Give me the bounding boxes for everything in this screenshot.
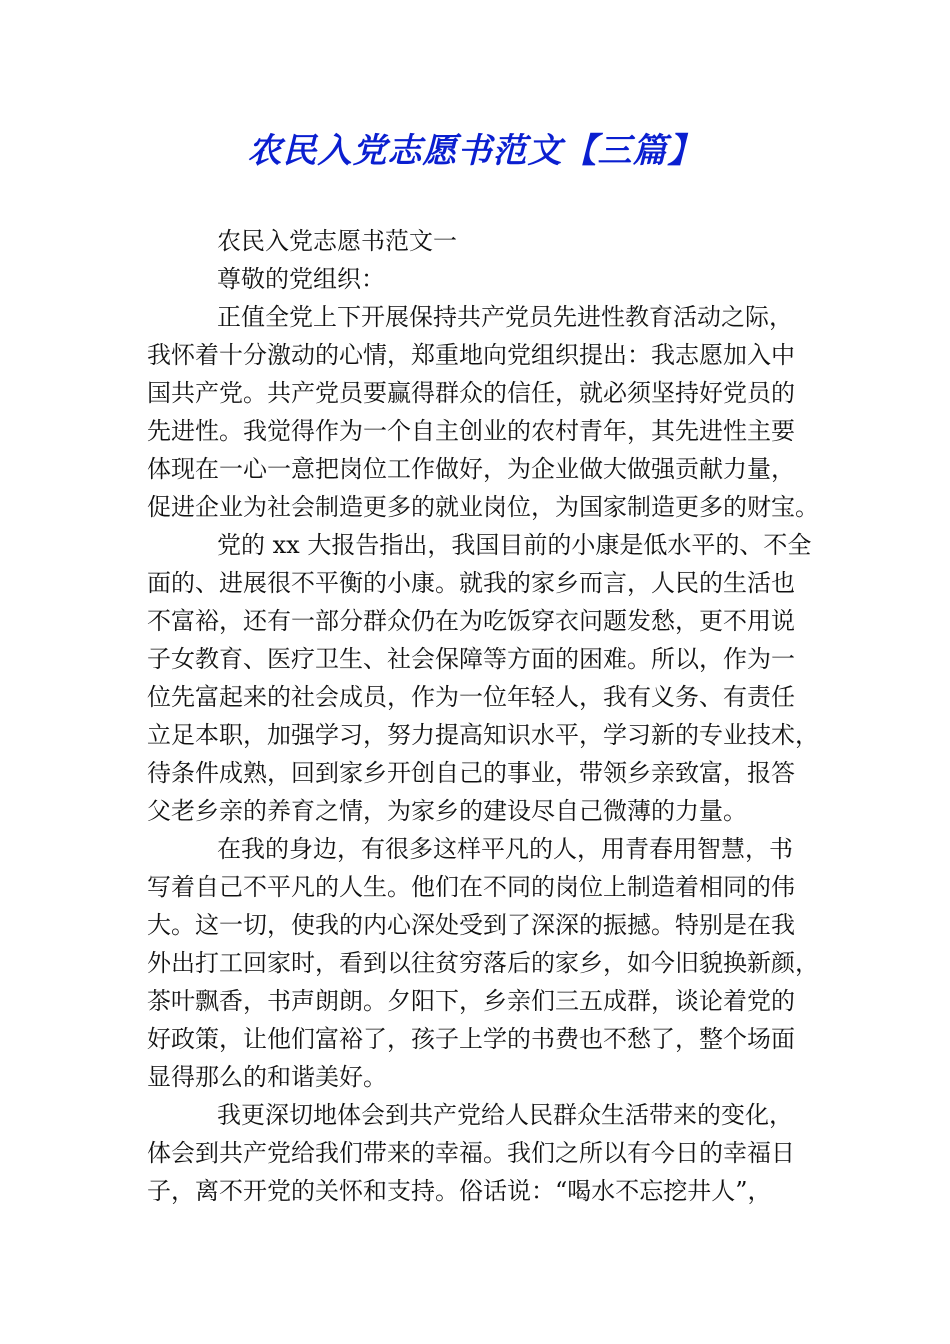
text-line: 不富裕，还有一部分群众仍在为吃饭穿衣问题发愁，更不用说 bbox=[147, 607, 795, 635]
text-line: 体现在一心一意把岗位工作做好，为企业做大做强贡献力量， bbox=[147, 455, 795, 483]
text-line: 先进性。我觉得作为一个自主创业的农村青年，其先进性主要 bbox=[147, 417, 795, 445]
text-line: 大。这一切，使我的内心深处受到了深深的振撼。特别是在我 bbox=[147, 911, 795, 939]
text-line: 正值全党上下开展保持共产党员先进性教育活动之际， bbox=[217, 303, 793, 331]
text-line: 位先富起来的社会成员，作为一位年轻人，我有义务、有责任 bbox=[147, 683, 795, 711]
text-line: 面的、进展很不平衡的小康。就我的家乡而言，人民的生活也 bbox=[147, 569, 795, 597]
text-line: 党的 xx 大报告指出，我国目前的小康是低水平的、不全 bbox=[217, 531, 812, 559]
text-line: 子，离不开党的关怀和支持。俗话说：“喝水不忘挖井人”， bbox=[147, 1177, 772, 1205]
text-line: 茶叶飘香，书声朗朗。夕阳下，乡亲们三五成群，谈论着党的 bbox=[147, 987, 795, 1015]
text-line: 立足本职，加强学习，努力提高知识水平，学习新的专业技术， bbox=[147, 721, 819, 749]
document-title: 农民入党志愿书范文【三篇】 bbox=[247, 131, 703, 171]
text-line: 外出打工回家时，看到以往贫穷落后的家乡，如今旧貌换新颜， bbox=[147, 949, 819, 977]
text-line: 父老乡亲的养育之情，为家乡的建设尽自己微薄的力量。 bbox=[147, 797, 747, 825]
text-line: 显得那么的和谐美好。 bbox=[147, 1063, 387, 1091]
text-line: 体会到共产党给我们带来的幸福。我们之所以有今日的幸福日 bbox=[147, 1139, 795, 1167]
document-body bbox=[147, 222, 819, 1210]
text-line: 国共产党。共产党员要赢得群众的信任，就必须坚持好党员的 bbox=[147, 379, 795, 407]
text-line: 促进企业为社会制造更多的就业岗位，为国家制造更多的财宝。 bbox=[147, 493, 819, 521]
text-line: 我更深切地体会到共产党给人民群众生活带来的变化， bbox=[217, 1101, 793, 1129]
text-line: 好政策，让他们富裕了，孩子上学的书费也不愁了，整个场面 bbox=[147, 1025, 795, 1053]
text-line: 我怀着十分激动的心情，郑重地向党组织提出：我志愿加入中 bbox=[147, 341, 795, 369]
text-line: 尊敬的党组织： bbox=[217, 265, 385, 293]
text-line: 在我的身边，有很多这样平凡的人，用青春用智慧，书 bbox=[217, 835, 793, 863]
text-line: 农民入党志愿书范文一 bbox=[217, 227, 457, 255]
text-line: 写着自己不平凡的人生。他们在不同的岗位上制造着相同的伟 bbox=[147, 873, 795, 901]
text-line: 子女教育、医疗卫生、社会保障等方面的困难。所以，作为一 bbox=[147, 645, 795, 673]
text-line: 待条件成熟，回到家乡开创自己的事业，带领乡亲致富，报答 bbox=[147, 759, 795, 787]
